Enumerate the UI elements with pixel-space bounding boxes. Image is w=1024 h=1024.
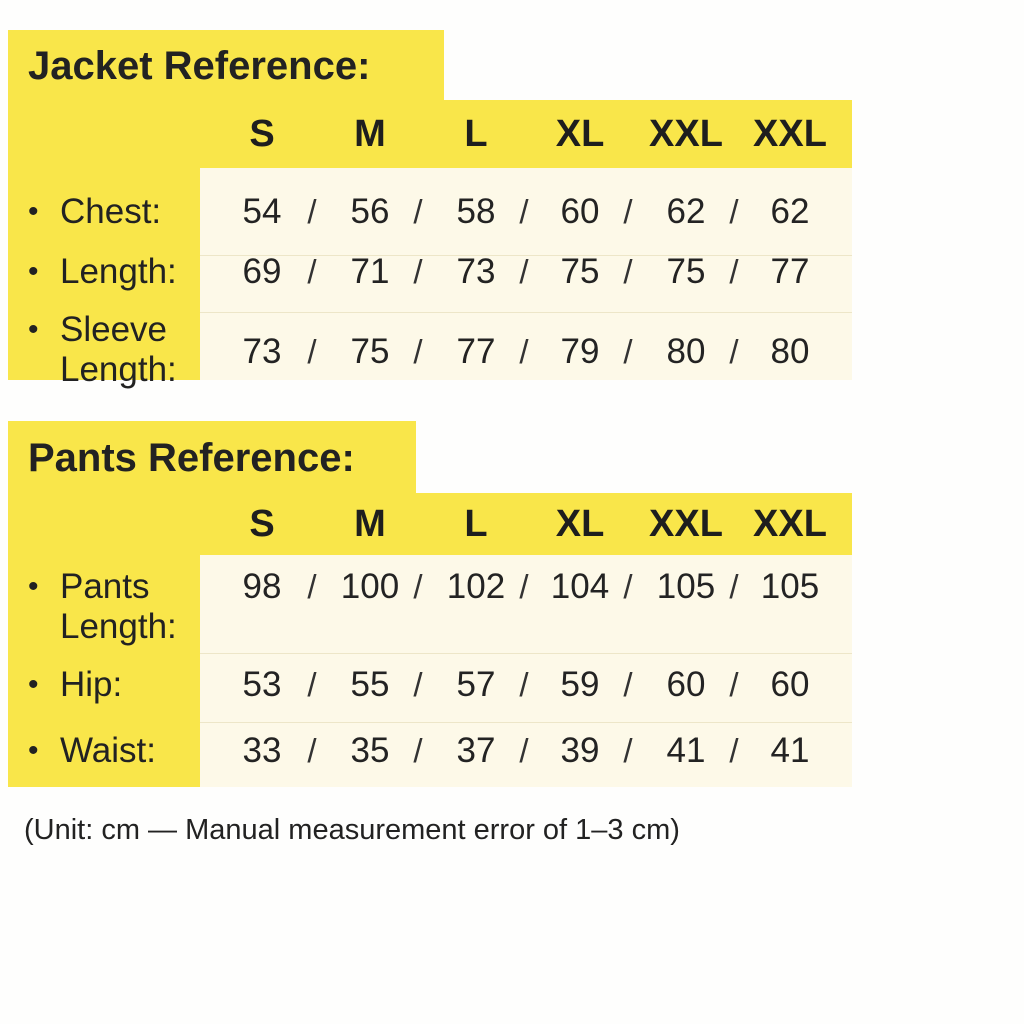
value-separator: /: [729, 253, 739, 290]
value-separator: /: [413, 193, 423, 230]
jacket-size-header: [8, 100, 852, 168]
value-cell: 33: [242, 731, 282, 770]
value-cell: 37: [456, 731, 496, 770]
row-divider: [200, 653, 852, 654]
value-separator: /: [519, 333, 529, 370]
bullet-icon: •: [28, 313, 39, 346]
value-separator: /: [307, 568, 317, 605]
value-cell: 39: [560, 731, 600, 770]
value-separator: /: [623, 568, 633, 605]
value-separator: /: [307, 666, 317, 703]
value-cell: 55: [350, 665, 390, 704]
bullet-icon: •: [28, 734, 39, 767]
unit-footnote: (Unit: cm — Manual measurement error of 1–3 cm): [24, 814, 680, 846]
row-label-text: Chest:: [60, 192, 162, 231]
value-cell: 75: [666, 252, 706, 291]
value-cell: 59: [560, 665, 600, 704]
size-header-0: S: [249, 112, 275, 155]
value-cell: 75: [350, 332, 390, 371]
value-cell: 102: [446, 567, 506, 606]
row-label-1: [28, 252, 210, 292]
row-label-0: [28, 192, 210, 232]
value-separator: /: [623, 193, 633, 230]
value-separator: /: [623, 732, 633, 769]
value-separator: /: [729, 193, 739, 230]
value-separator: /: [519, 193, 529, 230]
value-cell: 62: [666, 192, 706, 231]
value-cell: 62: [770, 192, 810, 231]
value-cell: 100: [340, 567, 400, 606]
value-separator: /: [729, 666, 739, 703]
value-separator: /: [307, 193, 317, 230]
value-separator: /: [623, 666, 633, 703]
size-header-0: S: [249, 502, 275, 545]
value-separator: /: [307, 333, 317, 370]
value-cell: 80: [770, 332, 810, 371]
value-cell: 58: [456, 192, 496, 231]
value-cell: 104: [550, 567, 610, 606]
value-separator: /: [413, 732, 423, 769]
bullet-icon: •: [28, 255, 39, 288]
value-separator: /: [519, 732, 529, 769]
row-label-text: Hip:: [60, 665, 123, 704]
value-cell: 73: [456, 252, 496, 291]
bullet-icon: •: [28, 195, 39, 228]
value-cell: 98: [242, 567, 282, 606]
jacket-reference-title: Jacket Reference:: [8, 30, 444, 102]
size-header-4: XXL: [649, 112, 723, 155]
pants-reference-title: Pants Reference:: [8, 421, 416, 495]
row-label-text: Pants Length:: [60, 567, 177, 646]
value-separator: /: [413, 253, 423, 290]
pants-size-header: [8, 493, 852, 561]
value-cell: 75: [560, 252, 600, 291]
value-separator: /: [729, 333, 739, 370]
value-cell: 60: [666, 665, 706, 704]
value-separator: /: [307, 253, 317, 290]
row-label-text: Sleeve Length:: [60, 310, 177, 389]
bullet-icon: •: [28, 570, 39, 603]
value-separator: /: [729, 732, 739, 769]
value-separator: /: [519, 666, 529, 703]
size-header-3: XL: [555, 502, 605, 545]
jacket-size-table: [8, 100, 852, 389]
value-separator: /: [729, 568, 739, 605]
size-header-1: M: [354, 112, 386, 155]
value-cell: 35: [350, 731, 390, 770]
value-cell: 54: [242, 192, 282, 231]
value-cell: 57: [456, 665, 496, 704]
value-cell: 105: [656, 567, 716, 606]
size-header-1: M: [354, 502, 386, 545]
value-separator: /: [519, 253, 529, 290]
value-separator: /: [413, 333, 423, 370]
row-label-2: [28, 310, 210, 390]
value-separator: /: [307, 732, 317, 769]
size-header-3: XL: [555, 112, 605, 155]
size-header-2: L: [464, 112, 488, 155]
value-cell: 80: [666, 332, 706, 371]
value-cell: 71: [350, 252, 390, 291]
value-cell: 41: [770, 731, 810, 770]
row-label-text: Length:: [60, 252, 177, 291]
value-cell: 53: [242, 665, 282, 704]
row-label-text: Waist:: [60, 731, 156, 770]
row-label-0: [28, 567, 210, 647]
value-cell: 79: [560, 332, 600, 371]
value-cell: 56: [350, 192, 390, 231]
row-label-2: [28, 731, 210, 771]
value-cell: 60: [770, 665, 810, 704]
value-cell: 105: [760, 567, 820, 606]
size-header-5: XXL: [753, 502, 827, 545]
size-header-5: XXL: [753, 112, 827, 155]
value-separator: /: [519, 568, 529, 605]
size-header-4: XXL: [649, 502, 723, 545]
row-divider: [200, 312, 852, 313]
size-header-2: L: [464, 502, 488, 545]
value-separator: /: [413, 666, 423, 703]
pants-size-table: [8, 493, 852, 787]
value-separator: /: [623, 333, 633, 370]
value-separator: /: [413, 568, 423, 605]
row-label-1: [28, 665, 210, 705]
value-cell: 41: [666, 731, 706, 770]
row-divider: [200, 722, 852, 723]
value-cell: 60: [560, 192, 600, 231]
value-cell: 77: [456, 332, 496, 371]
value-cell: 77: [770, 252, 810, 291]
value-cell: 73: [242, 332, 282, 371]
value-separator: /: [623, 253, 633, 290]
value-cell: 69: [242, 252, 282, 291]
bullet-icon: •: [28, 668, 39, 701]
